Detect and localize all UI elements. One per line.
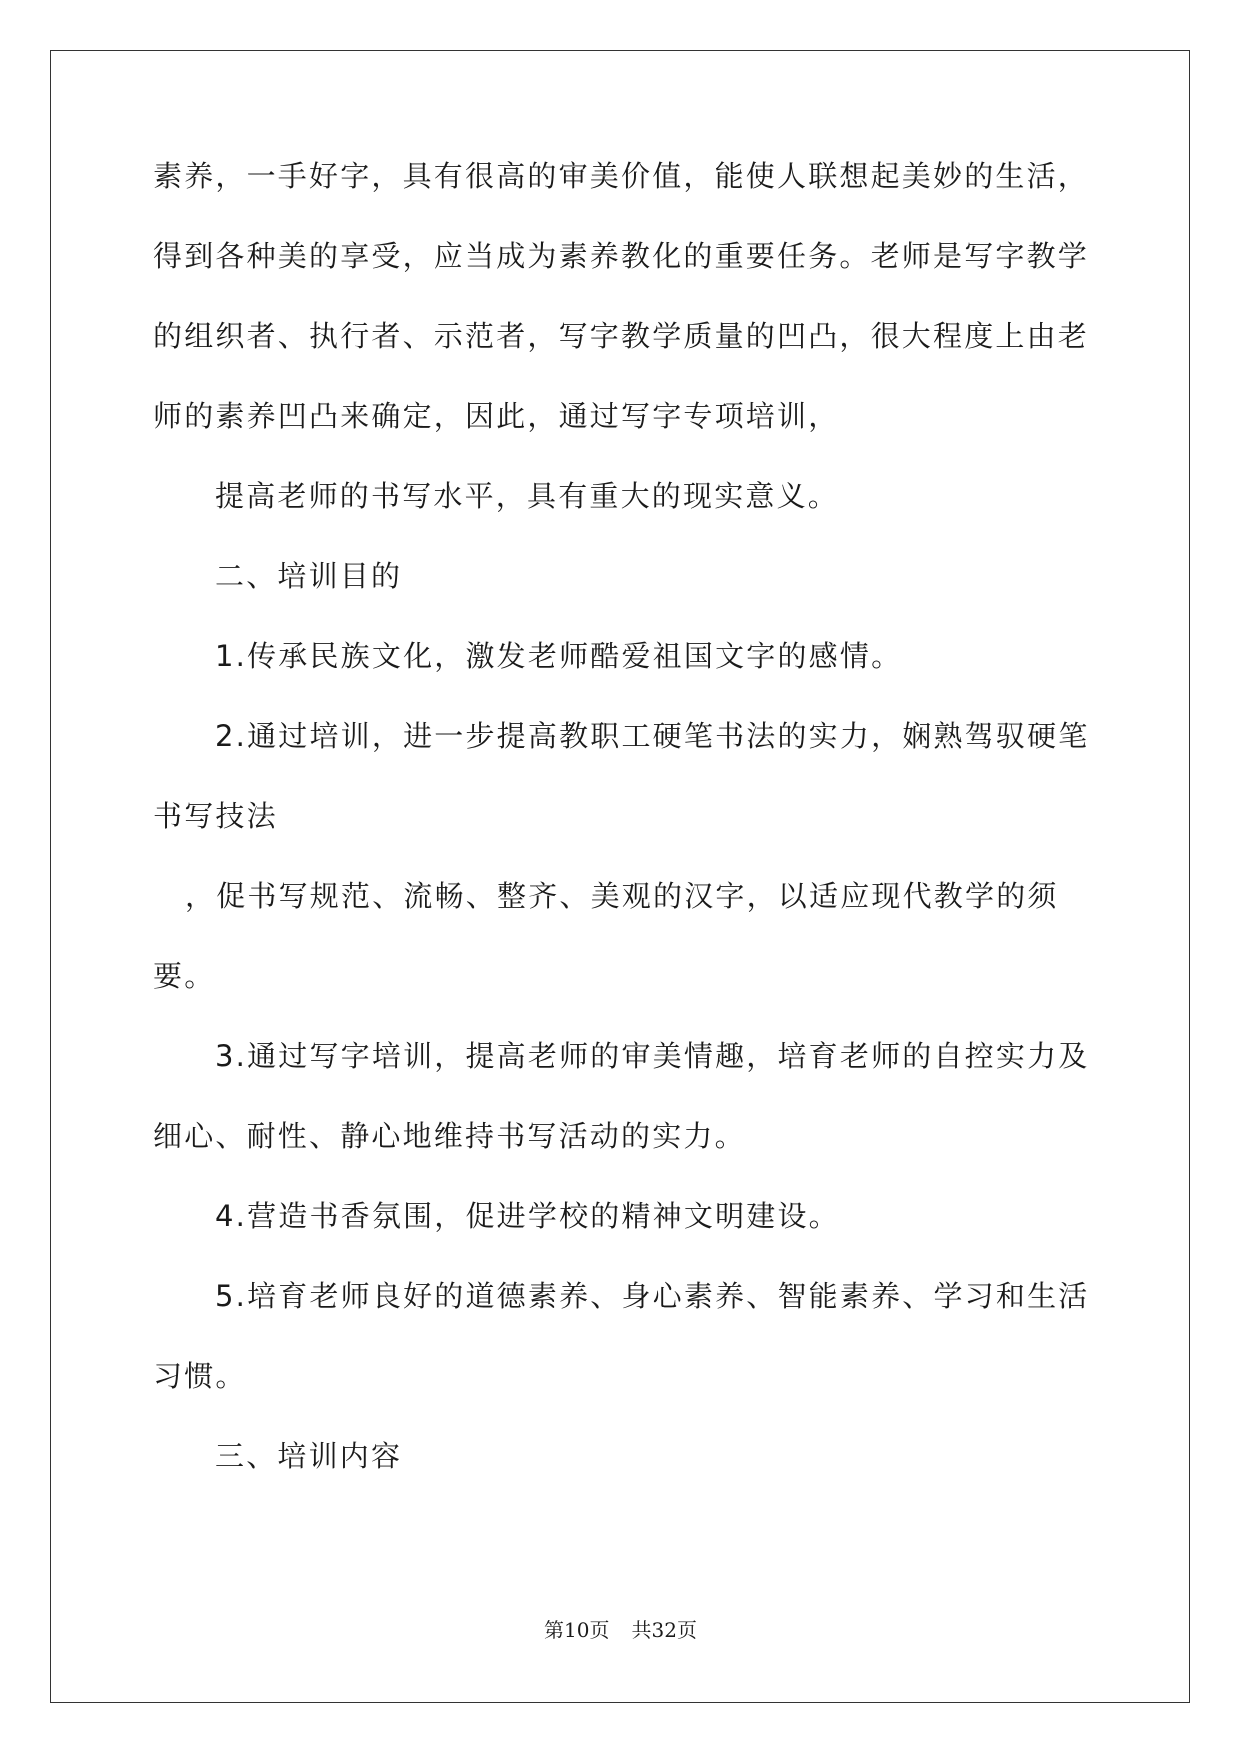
total-page-count: 共32页 (631, 1618, 697, 1642)
body-text-line: ，促书写规范、流畅、整齐、美观的汉字，以适应现代教学的须 (185, 879, 1059, 913)
body-text-line: 得到各种美的享受，应当成为素养教化的重要任务。老师是写字教学 (153, 239, 1090, 273)
list-item: 5.培育老师良好的道德素养、身心素养、智能素养、学习和生活 (215, 1279, 1090, 1313)
list-item: 3.通过写字培训，提高老师的审美情趣，培育老师的自控实力及 (215, 1039, 1090, 1073)
list-item: 2.通过培训，进一步提高教职工硬笔书法的实力，娴熟驾驭硬笔 (215, 719, 1090, 753)
body-text-line: 的组织者、执行者、示范者，写字教学质量的凹凸，很大程度上由老 (153, 319, 1090, 353)
body-text-line: 提高老师的书写水平，具有重大的现实意义。 (215, 479, 840, 513)
body-text-line: 习惯。 (153, 1359, 247, 1393)
body-text-line: 素养，一手好字，具有很高的审美价值，能使人联想起美妙的生活， (153, 159, 1090, 193)
list-item: 4.营造书香氛围，促进学校的精神文明建设。 (215, 1199, 840, 1233)
list-item: 1.传承民族文化，激发老师酷爱祖国文字的感情。 (215, 639, 903, 673)
section-heading: 三、培训内容 (215, 1439, 403, 1473)
page-footer (0, 1616, 1241, 1644)
body-text-line: 书写技法 (153, 799, 278, 833)
current-page-number: 第10页 (544, 1618, 610, 1642)
body-text-line: 师的素养凹凸来确定，因此，通过写字专项培训， (153, 399, 840, 433)
section-heading: 二、培训目的 (215, 559, 403, 593)
body-text-line: 要。 (153, 959, 216, 993)
body-text-line: 细心、耐性、静心地维持书写活动的实力。 (153, 1119, 746, 1153)
